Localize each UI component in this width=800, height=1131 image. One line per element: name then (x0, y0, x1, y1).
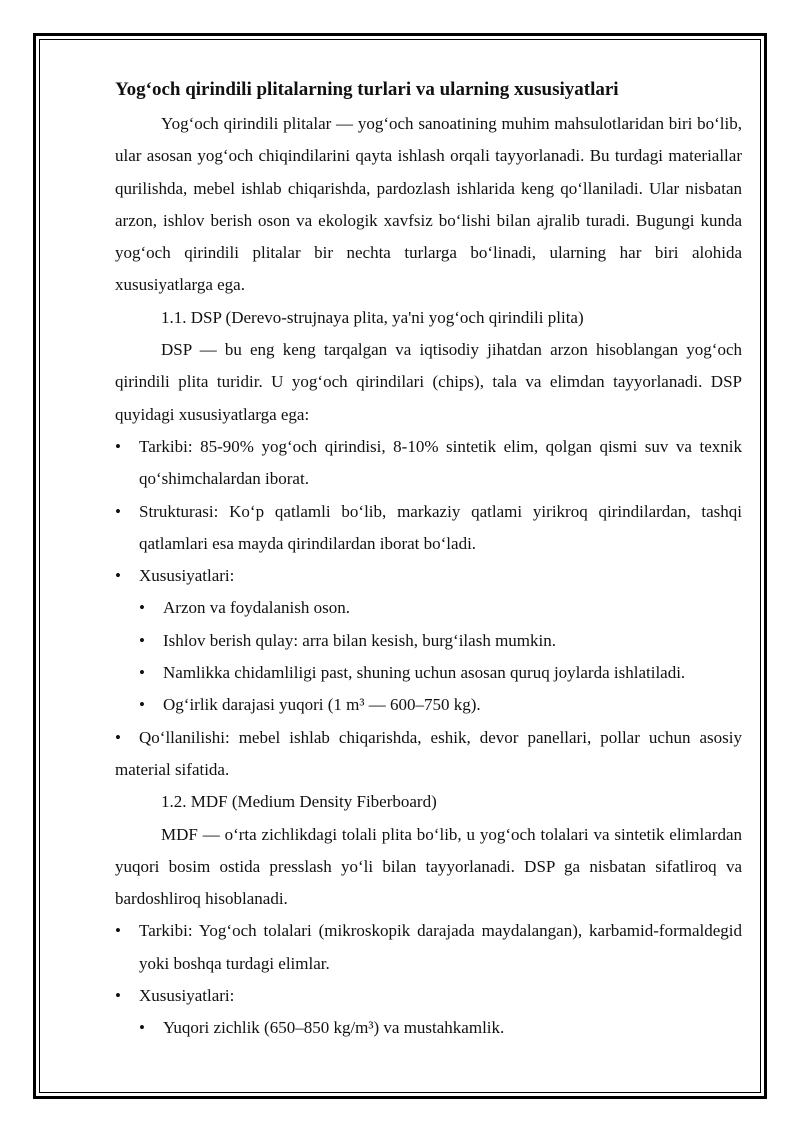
section-heading-mdf: 1.2. MDF (Medium Density Fiberboard) (161, 792, 437, 812)
dsp-property-item: • Ishlov berish qulay: arra bilan kesish, burg‘ilash mumkin. (139, 625, 742, 657)
dsp-property-item: • Og‘irlik darajasi yuqori (1 m³ — 600–750 kg). (139, 689, 742, 721)
document-title: Yog‘och qirindili plitalarning turlari va ularning xususiyatlari (115, 79, 619, 100)
dsp-property-item: • Arzon va foydalanish oson. (139, 592, 742, 624)
dsp-structure-item: • Strukturasi: Ko‘p qatlamli bo‘lib, markaziy qatlami yirikroq qirindilardan, tashqi qatlamlari esa mayda qirindilardan iborat bo‘ladi. (115, 496, 742, 561)
dsp-properties-label: • Xususiyatlari: (115, 560, 742, 592)
mdf-properties-label: • Xususiyatlari: (115, 980, 742, 1012)
dsp-usage-item: • Qo‘llanilishi: mebel ishlab chiqarishda, eshik, devor panellari, pollar uchun asosiy material sifatida. (115, 722, 742, 787)
mdf-paragraph: MDF — o‘rta zichlikdagi tolali plita bo‘lib, u yog‘och tolalari va sintetik elimlardan yuqori bosim ostida presslash yo‘li bilan tayyorlanadi. DSP ga nisbatan sifatliroq va bardoshliroq hisoblanadi. (115, 824, 742, 909)
dsp-paragraph: DSP — bu eng keng tarqalgan va iqtisodiy jihatdan arzon hisoblangan yog‘och qirindili plita turidir. U yog‘och qirindilari (chips), tala va elimdan tayyorlanadi. DSP quyidagi xususiyatlarga ega: (115, 340, 742, 424)
document-body (115, 76, 742, 1045)
dsp-property-item: • Namlikka chidamliligi past, shuning uchun asosan quruq joylarda ishlatiladi. (139, 657, 742, 689)
dsp-composition-item: • Tarkibi: 85-90% yog‘och qirindisi, 8-10% sintetik elim, qolgan qismi suv va texnik qo‘shimchalardan iborat. (115, 431, 742, 496)
mdf-composition-item: • Tarkibi: Yog‘och tolalari (mikroskopik darajada maydalangan), karbamid-formaldegid yoki boshqa turdagi elimlar. (115, 915, 742, 980)
mdf-property-item: • Yuqori zichlik (650–850 kg/m³) va mustahkamlik. (139, 1012, 742, 1044)
intro-paragraph: Yog‘och qirindili plitalar — yog‘och sanoatining muhim mahsulotlaridan biri bo‘lib, ular asosan yog‘och chiqindilarini qayta ishlash orqali tayyorlanadi. Bu turdagi materiallar qurilishda, mebel ishlab chiqarishda, pardozlash ishlarida keng qo‘llaniladi. Ular nisbatan arzon, ishlov berish oson va ekologik xavfsiz bo‘lishi bilan ajralib turadi. Bugungi kunda yog‘och qirindili plitalar bir nechta turlarga bo‘linadi, ularning har biri alohida xususiyatlarga ega. (115, 114, 742, 295)
section-heading-dsp: 1.1. DSP (Derevo-strujnaya plita, ya'ni yog‘och qirindili plita) (161, 307, 584, 327)
